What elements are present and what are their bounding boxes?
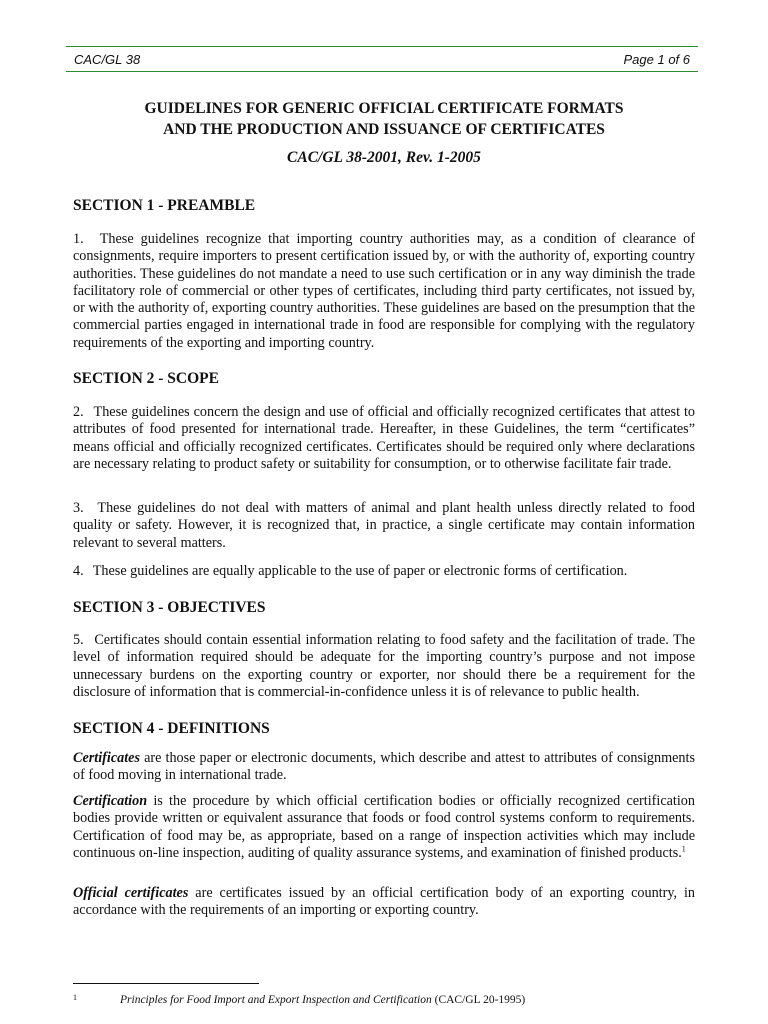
paragraph-5	[73, 632, 695, 701]
paragraph-number: 2.	[73, 404, 84, 420]
document-code: CAC/GL 38	[74, 52, 141, 67]
definition-text: is the procedure by which official certification bodies or officially recognized certification bodies provide written or equivalent assurance that foods or food control systems conform to requirements. Certification of food may be, as appropriate, based on a range of inspection activities which may include continuous on-line inspection, auditing of quality assurance systems, and examination of finished products.	[73, 793, 695, 861]
footnote-text	[120, 993, 525, 1007]
section-4-heading: SECTION 4 - DEFINITIONS	[73, 720, 270, 737]
document-title-line-2: AND THE PRODUCTION AND ISSUANCE OF CERTIFICATES	[163, 121, 605, 138]
definition-text: are certificates issued by an official certification body of an exporting country, in accordance with the requirements of an importing or exporting country.	[73, 885, 695, 919]
footnote-divider	[73, 983, 259, 984]
definition-term: Certificates	[73, 750, 140, 766]
paragraph-number: 1.	[73, 231, 84, 247]
definition-certification	[73, 793, 695, 862]
paragraph-text: These guidelines are equally applicable to the use of paper or electronic forms of certification.	[92, 563, 628, 579]
paragraph-number: 3.	[73, 500, 84, 516]
definition-term: Certification	[73, 793, 148, 809]
paragraph-text: These guidelines recognize that importing country authorities may, as a condition of clearance of consignments, require importers to present certification issued by, or with the authority of, exporting country authorities. These guidelines do not mandate a need to use such certification or in any way diminish the trade facilitatory role of commercial or other types of certificates, including third party certificates, not issued by, or with the authority of, exporting country authorities. These guidelines are based on the presumption that the commercial parties engaged in international trade in food are responsible for complying with the regulatory requirements of the exporting and importing country.	[73, 231, 696, 351]
paragraph-number: 4.	[73, 563, 84, 579]
page-number: Page 1 of 6	[623, 52, 690, 67]
section-2-heading: SECTION 2 - SCOPE	[73, 370, 219, 387]
paragraph-text: These guidelines concern the design and use of official and officially recognized certificates that attest to attributes of food presented for international trade. Hereafter, in these Guidelines, the term “certificates” means official and officially recognized certificates. Certificates should be required only where declarations are necessary relating to product safety or suitability for consumption, or to otherwise facilitate fair trade.	[73, 404, 696, 472]
definition-official-certificates	[73, 885, 695, 920]
paragraph-text: Certificates should contain essential information relating to food safety and the facilitation of trade. The level of information required should be adequate for the importing country’s purpose and not impose unnecessary burdens on the exporting country or exporter, nor should there be a requirement for the disclosure of information that is commercial-in-confidence unless it is of relevance to public health.	[73, 632, 695, 700]
paragraph-3	[73, 500, 695, 552]
paragraph-number: 5.	[73, 632, 84, 648]
page-header	[66, 46, 698, 72]
definition-term: Official certificates	[73, 885, 189, 901]
paragraph-text: These guidelines do not deal with matters of animal and plant health unless directly related to food quality or safety. However, it is recognized that, in practice, a single certificate may contain information relevant to several matters.	[73, 500, 696, 551]
document-title-line-1: GUIDELINES FOR GENERIC OFFICIAL CERTIFICATE FORMATS	[144, 100, 624, 117]
footnote-reference[interactable]: 1	[681, 844, 686, 854]
footnote-citation-title: Principles for Food Import and Export Inspection and Certification	[120, 994, 432, 1006]
footnote-citation-code: (CAC/GL 20-1995)	[431, 994, 526, 1006]
section-1-heading: SECTION 1 - PREAMBLE	[73, 197, 256, 214]
definition-certificates	[73, 750, 695, 785]
document-subtitle: CAC/GL 38-2001, Rev. 1-2005	[287, 149, 481, 166]
paragraph-1	[73, 231, 695, 352]
footnote-mark: 1	[73, 993, 77, 1002]
definition-text: are those paper or electronic documents, which describe and attest to attributes of consignments of food moving in international trade.	[73, 750, 695, 784]
section-3-heading: SECTION 3 - OBJECTIVES	[73, 599, 266, 616]
paragraph-4	[73, 563, 695, 580]
paragraph-2	[73, 404, 695, 473]
